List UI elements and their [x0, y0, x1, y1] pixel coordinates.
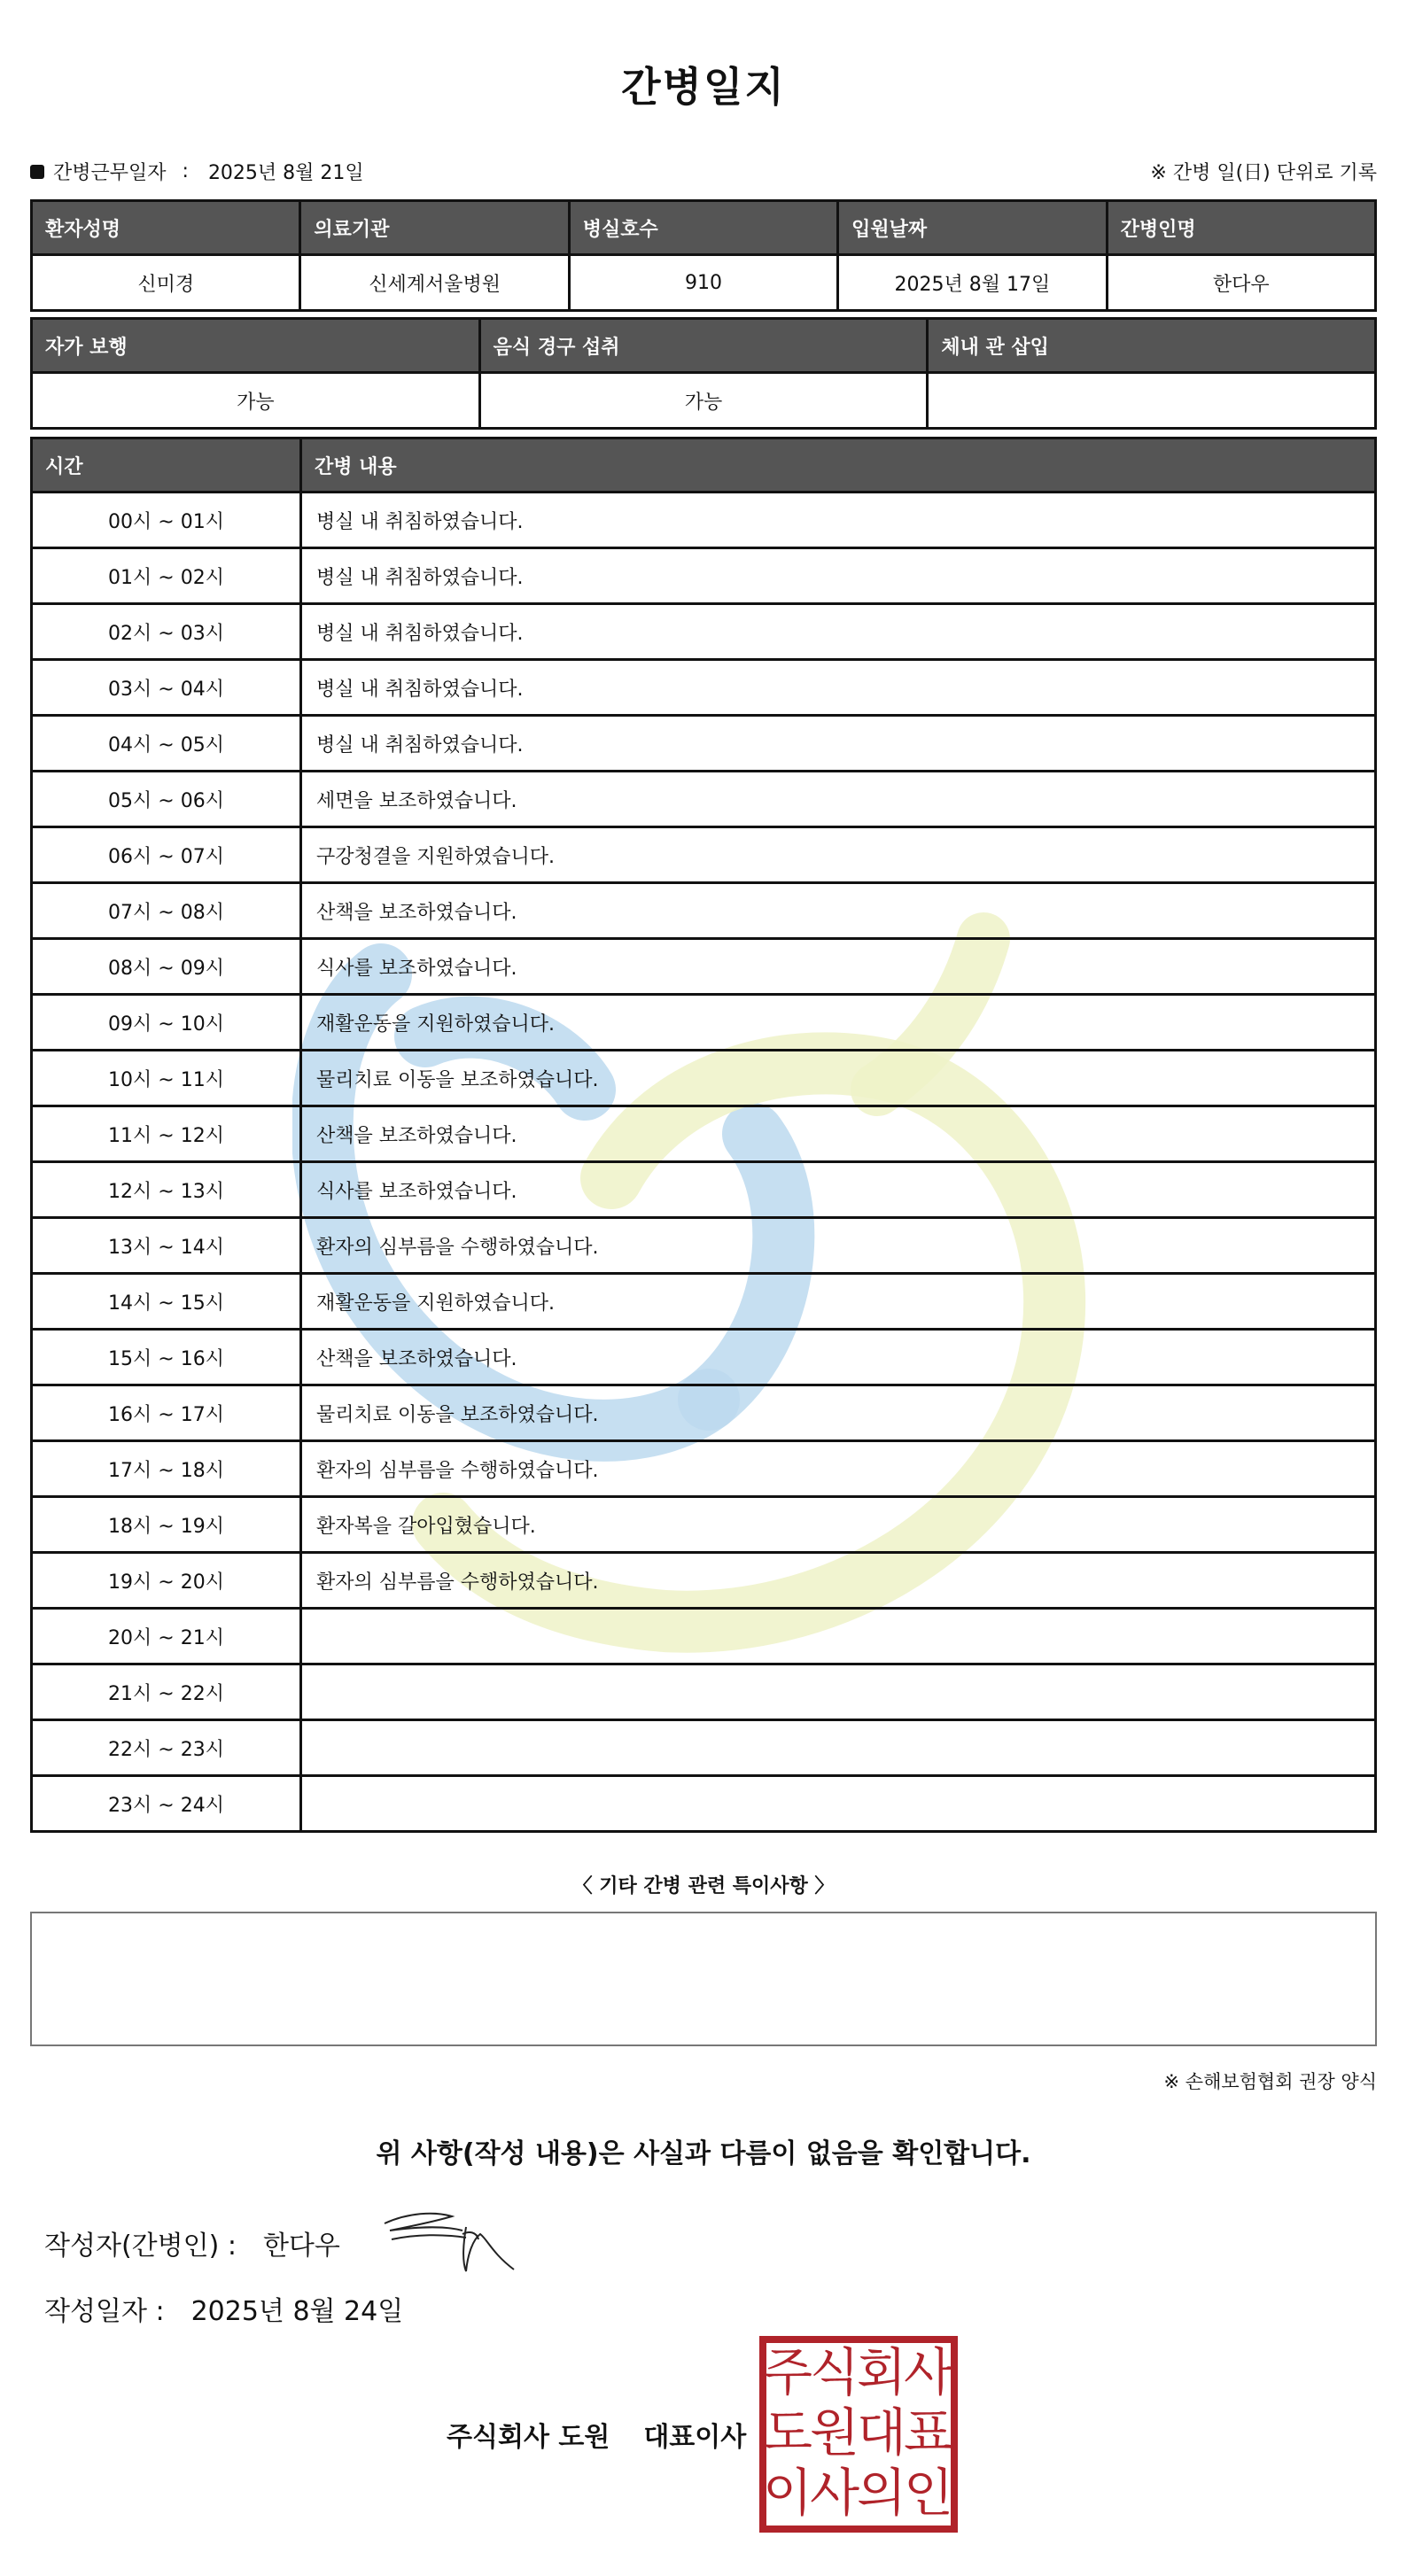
work-date-label: 간병근무일자 — [53, 162, 167, 184]
care-log-content: 재활운동을 지원하였습니다. — [301, 1274, 1376, 1330]
patient-status-value-row — [32, 373, 1376, 429]
patient-status-table — [30, 317, 1377, 430]
care-log-content: 병실 내 취침하였습니다. — [301, 493, 1376, 548]
care-log-time: 03시 ~ 04시 — [32, 660, 301, 716]
header-tube-insertion: 체내 관 삽입 — [928, 319, 1376, 373]
writer-line — [44, 2223, 340, 2262]
care-log-row — [32, 939, 1376, 995]
document-title: 간병일지 — [621, 63, 786, 111]
care-log-content: 식사를 보조하였습니다. — [301, 1162, 1376, 1218]
self-walking-value: 가능 — [32, 373, 480, 429]
care-log-row — [32, 883, 1376, 939]
work-date-value: 2025년 8월 21일 — [207, 162, 364, 184]
care-log-content: 병실 내 취침하였습니다. — [301, 604, 1376, 660]
header-caregiver-name: 간병인명 — [1107, 201, 1375, 255]
care-log-row — [32, 1609, 1376, 1664]
care-log-row — [32, 772, 1376, 827]
care-log-time: 16시 ~ 17시 — [32, 1385, 301, 1441]
care-log-time: 11시 ~ 12시 — [32, 1106, 301, 1162]
care-log-content — [301, 1609, 1376, 1664]
special-notes-title: 〈 기타 간병 관련 특이사항 〉 — [572, 1875, 835, 1897]
care-log-row — [32, 1106, 1376, 1162]
work-date-colon: : — [182, 160, 189, 182]
patient-info-table — [30, 199, 1377, 312]
bullet-square-icon — [30, 165, 44, 179]
writer-label: 작성자(간병인) : — [44, 2231, 237, 2262]
writer-name: 한다우 — [262, 2231, 340, 2262]
care-log-time: 15시 ~ 16시 — [32, 1330, 301, 1385]
company-signoff — [447, 2415, 746, 2454]
care-log-time: 04시 ~ 05시 — [32, 716, 301, 772]
patient-info-header-row — [32, 201, 1376, 255]
handwritten-signature — [381, 2204, 523, 2275]
care-log-row — [32, 716, 1376, 772]
care-log-time: 07시 ~ 08시 — [32, 883, 301, 939]
work-date — [30, 158, 364, 185]
seal-character: 사 — [903, 2342, 954, 2402]
care-log-row — [32, 1218, 1376, 1274]
care-log-time: 02시 ~ 03시 — [32, 604, 301, 660]
care-log-row — [32, 1497, 1376, 1553]
care-log-row — [32, 1385, 1376, 1441]
ceo-title: 대표이사 — [643, 2422, 747, 2453]
care-log-content: 병실 내 취침하였습니다. — [301, 548, 1376, 604]
care-log-row — [32, 1162, 1376, 1218]
special-notes-box — [30, 1912, 1377, 2046]
care-log-time: 06시 ~ 07시 — [32, 827, 301, 883]
care-log-content: 물리치료 이동을 보조하였습니다. — [301, 1051, 1376, 1106]
care-log-time: 08시 ~ 09시 — [32, 939, 301, 995]
seal-character: 원 — [809, 2402, 860, 2463]
care-log-row — [32, 1776, 1376, 1832]
care-log-time: 18시 ~ 19시 — [32, 1497, 301, 1553]
care-log-time: 17시 ~ 18시 — [32, 1441, 301, 1497]
seal-character: 이 — [762, 2463, 813, 2523]
seal-character: 회 — [856, 2342, 907, 2402]
unit-note: ※ 간병 일(日) 단위로 기록 — [1150, 162, 1377, 184]
header-patient-name: 환자성명 — [32, 201, 300, 255]
care-log-row — [32, 1664, 1376, 1720]
care-log-content: 세면을 보조하였습니다. — [301, 772, 1376, 827]
care-log-time: 20시 ~ 21시 — [32, 1609, 301, 1664]
seal-character: 주 — [762, 2342, 813, 2402]
care-log-content: 식사를 보조하였습니다. — [301, 939, 1376, 995]
care-log-row — [32, 827, 1376, 883]
seal-character: 표 — [903, 2402, 954, 2463]
care-log-row — [32, 1330, 1376, 1385]
patient-name: 신미경 — [32, 255, 300, 311]
care-log-time: 22시 ~ 23시 — [32, 1720, 301, 1776]
care-log-table — [30, 437, 1377, 1833]
care-log-content: 산책을 보조하였습니다. — [301, 1330, 1376, 1385]
room-number: 910 — [569, 255, 837, 311]
oral-intake-value: 가능 — [479, 373, 928, 429]
care-log-content: 산책을 보조하였습니다. — [301, 1106, 1376, 1162]
company-name: 주식회사 도원 — [447, 2422, 610, 2453]
header-self-walking: 자가 보행 — [32, 319, 480, 373]
written-date-value: 2025년 8월 24일 — [190, 2296, 404, 2327]
care-log-row — [32, 1553, 1376, 1609]
care-log-time: 23시 ~ 24시 — [32, 1776, 301, 1832]
care-log-header-row — [32, 438, 1376, 493]
care-log-row — [32, 493, 1376, 548]
care-log-content: 구강청결을 지원하였습니다. — [301, 827, 1376, 883]
written-date-label: 작성일자 : — [44, 2296, 165, 2327]
care-log-row — [32, 995, 1376, 1051]
care-log-time: 12시 ~ 13시 — [32, 1162, 301, 1218]
care-log-time: 14시 ~ 15시 — [32, 1274, 301, 1330]
written-date-line — [44, 2289, 403, 2328]
header-hospital: 의료기관 — [300, 201, 569, 255]
care-log-content: 환자복을 갈아입혔습니다. — [301, 1497, 1376, 1553]
caregiver-name: 한다우 — [1107, 255, 1375, 311]
header-care-content: 간병 내용 — [301, 438, 1376, 493]
seal-character: 도 — [762, 2402, 813, 2463]
care-log-content: 병실 내 취침하였습니다. — [301, 716, 1376, 772]
tube-insertion-value — [928, 373, 1376, 429]
care-log-time: 00시 ~ 01시 — [32, 493, 301, 548]
care-log-row — [32, 604, 1376, 660]
care-log-time: 10시 ~ 11시 — [32, 1051, 301, 1106]
header-room-number: 병실호수 — [569, 201, 837, 255]
form-source-note: ※ 손해보험협회 권장 양식 — [1163, 2071, 1377, 2092]
header-time: 시간 — [32, 438, 301, 493]
hospital-name: 신세계서울병원 — [300, 255, 569, 311]
patient-info-value-row — [32, 255, 1376, 311]
care-log-row — [32, 1720, 1376, 1776]
care-log-content — [301, 1720, 1376, 1776]
care-log-row — [32, 1051, 1376, 1106]
header-admission-date: 입원날짜 — [838, 201, 1107, 255]
care-log-time: 09시 ~ 10시 — [32, 995, 301, 1051]
care-log-time: 13시 ~ 14시 — [32, 1218, 301, 1274]
seal-character: 인 — [903, 2463, 954, 2523]
care-log-content: 산책을 보조하였습니다. — [301, 883, 1376, 939]
care-log-body — [32, 493, 1376, 1832]
seal-character: 식 — [809, 2342, 860, 2402]
company-seal — [758, 2335, 959, 2533]
confirmation-statement: 위 사항(작성 내용)은 사실과 다름이 없음을 확인합니다. — [376, 2138, 1031, 2169]
care-log-row — [32, 1274, 1376, 1330]
care-log-content — [301, 1664, 1376, 1720]
care-log-time: 05시 ~ 06시 — [32, 772, 301, 827]
seal-character: 사 — [809, 2463, 860, 2523]
care-log-content: 환자의 심부름을 수행하였습니다. — [301, 1553, 1376, 1609]
care-log-content: 물리치료 이동을 보조하였습니다. — [301, 1385, 1376, 1441]
patient-status-header-row — [32, 319, 1376, 373]
care-log-row — [32, 660, 1376, 716]
care-log-time: 21시 ~ 22시 — [32, 1664, 301, 1720]
seal-character: 대 — [856, 2402, 907, 2463]
seal-character: 의 — [856, 2463, 907, 2523]
care-log-row — [32, 548, 1376, 604]
care-log-content: 환자의 심부름을 수행하였습니다. — [301, 1218, 1376, 1274]
care-log-content: 환자의 심부름을 수행하였습니다. — [301, 1441, 1376, 1497]
header-oral-intake: 음식 경구 섭취 — [479, 319, 928, 373]
admission-date: 2025년 8월 17일 — [838, 255, 1107, 311]
care-log-time: 19시 ~ 20시 — [32, 1553, 301, 1609]
care-log-content — [301, 1776, 1376, 1832]
care-log-time: 01시 ~ 02시 — [32, 548, 301, 604]
care-log-row — [32, 1441, 1376, 1497]
care-log-content: 재활운동을 지원하였습니다. — [301, 995, 1376, 1051]
care-log-content: 병실 내 취침하였습니다. — [301, 660, 1376, 716]
